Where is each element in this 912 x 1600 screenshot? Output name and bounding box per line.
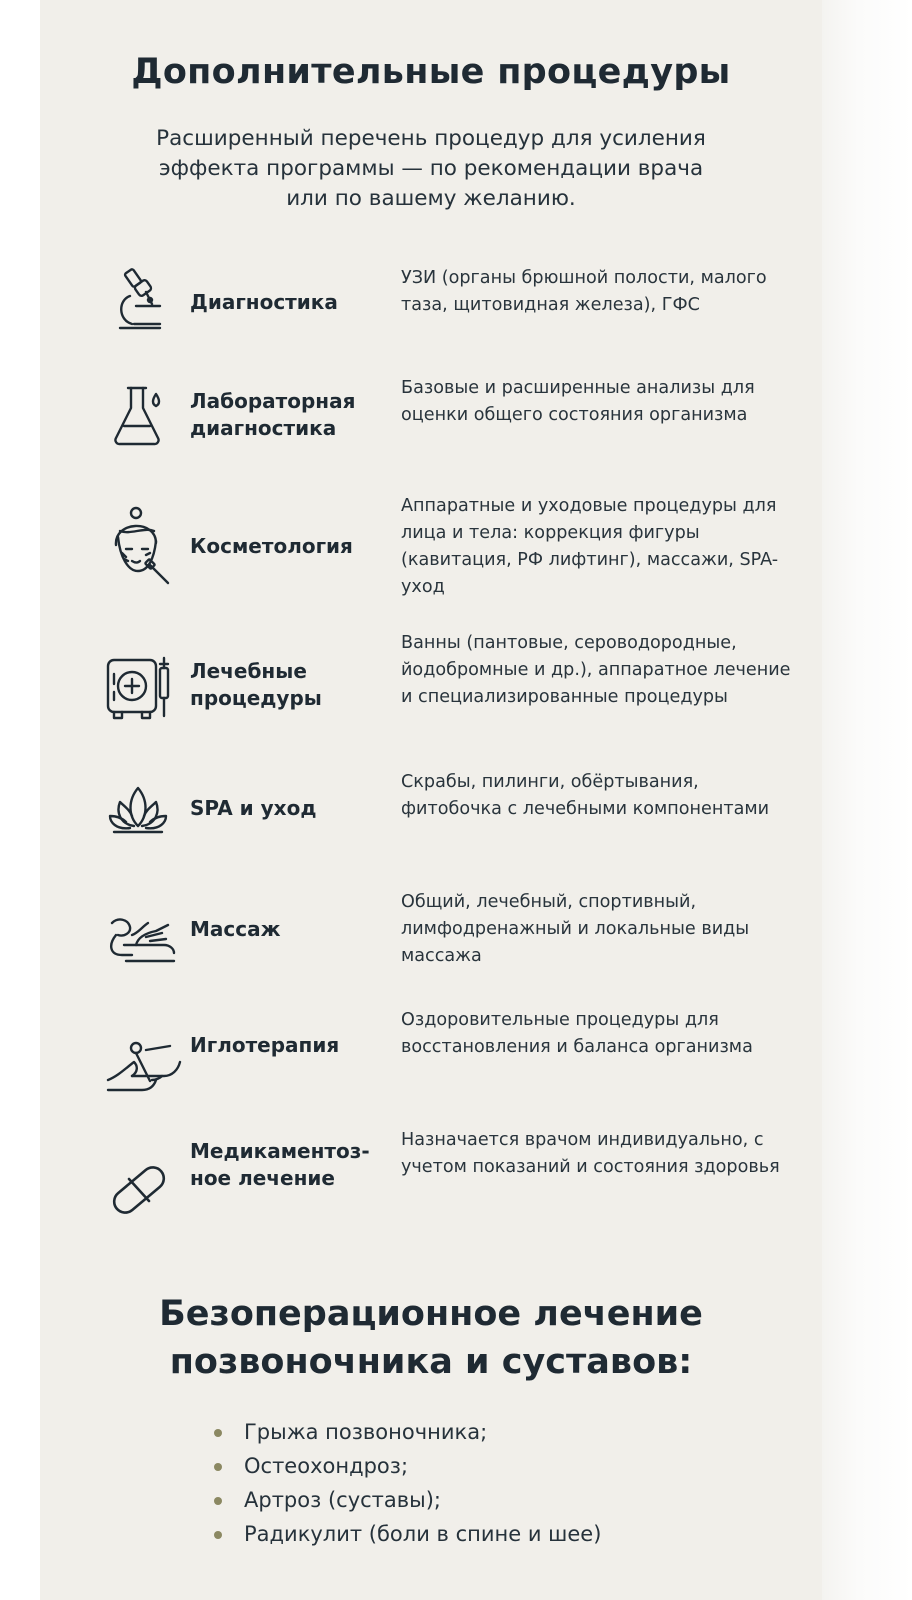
flask-icon [106, 380, 172, 454]
procedure-description: Общий, лечебный, спортивный, лимфодренажный и локальные виды массажа [401, 892, 750, 966]
bullet-icon [214, 1463, 222, 1471]
procedure-description: Ванны (пантовые, сероводородные, йодобромные и др.), аппаратное лечение и специализированные процедуры [401, 633, 791, 707]
list-item: Остеохондроз; [210, 1449, 601, 1483]
page-title: Дополнительные процедуры [131, 52, 731, 92]
procedure-description: Оздоровительные процедуры для восстановления и баланса организма [401, 1010, 753, 1057]
bullet-icon [214, 1429, 222, 1437]
conditions-list [210, 1415, 601, 1551]
procedure-name: Лабораторная диагностика [190, 389, 356, 440]
procedure-description: Базовые и расширенные анализы для оценки общего состояния организма [401, 378, 755, 425]
bullet-icon [214, 1531, 222, 1539]
right-margin [822, 0, 912, 1600]
procedure-name: Массаж [190, 917, 281, 941]
procedure-description: Аппаратные и уходовые процедуры для лица и тела: коррекция фигуры (кавитация, РФ лифтинг), массажи, SPA-уход [401, 496, 779, 597]
procedure-name: Диагностика [190, 290, 338, 314]
list-item: Артроз (суставы); [210, 1483, 601, 1517]
lotus-icon [106, 782, 172, 840]
procedure-name: SPA и уход [190, 796, 317, 820]
list-item: Грыжа позвоночника; [210, 1415, 601, 1449]
intro-text: Расширенный перечень процедур для усиления эффекта программы — по рекомендации врача или по вашему желанию. [156, 126, 706, 211]
massage-icon [106, 915, 178, 971]
procedure-name [190, 1138, 390, 1192]
face-care-icon [106, 505, 172, 589]
procedure-description: УЗИ (органы брюшной полости, малого таза, щитовидная железа), ГФС [401, 268, 767, 315]
bullet-icon [214, 1497, 222, 1505]
procedure-description: Скрабы, пилинги, обёртывания, фитобочка с лечебными компонентами [401, 772, 770, 819]
microscope-icon [106, 262, 172, 336]
procedure-name: Косметология [190, 534, 353, 558]
acupuncture-icon [106, 1040, 182, 1096]
pill-icon [106, 1160, 172, 1220]
procedure-name: Лечебные процедуры [190, 659, 322, 710]
medical-device-icon [106, 650, 172, 724]
page-sheet [40, 0, 822, 1600]
section-title: Безоперационное лечение позвоночника и суставов: [159, 1294, 703, 1382]
procedure-description: Назначается врачом индивидуально, с учетом показаний и состояния здоровья [401, 1130, 780, 1177]
procedure-name: Иглотерапия [190, 1033, 340, 1057]
procedure-name-text: Медикаментоз-ное лечение [190, 1139, 370, 1190]
list-item: Радикулит (боли в спине и шее) [210, 1517, 601, 1551]
